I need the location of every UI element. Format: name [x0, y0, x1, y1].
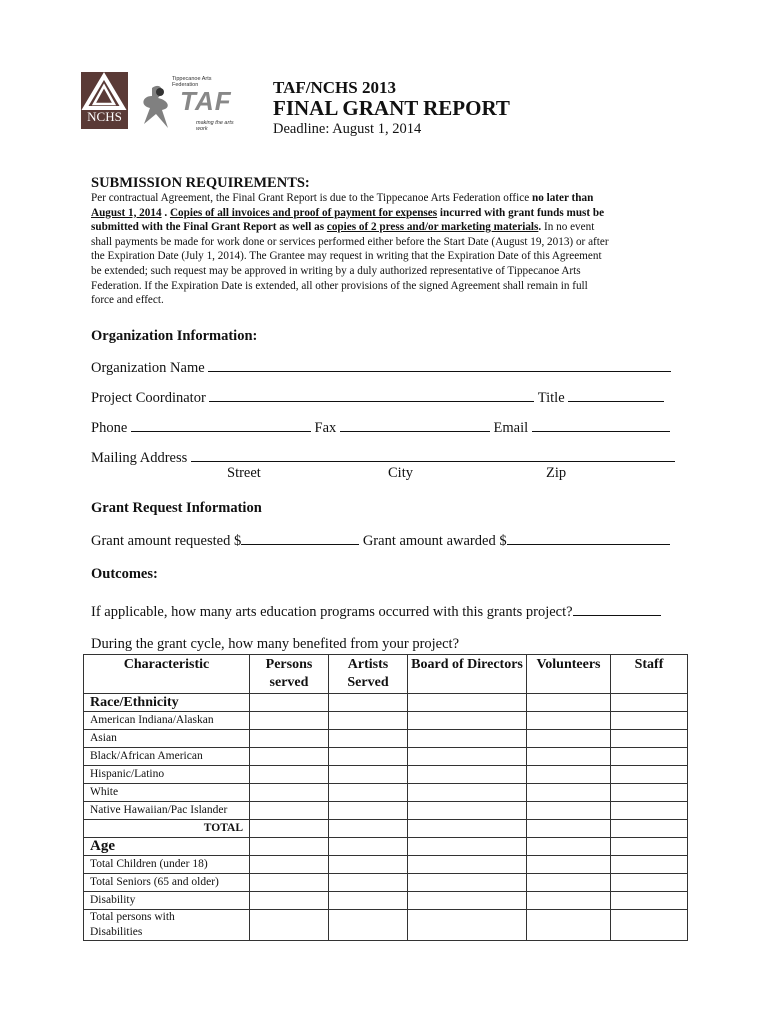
cell[interactable] — [329, 892, 408, 910]
nchs-logo-text: NCHS — [87, 109, 122, 124]
submission-heading: SUBMISSION REQUIREMENTS: — [91, 175, 310, 191]
table-header-row — [84, 655, 688, 694]
org-name-field[interactable] — [208, 357, 671, 372]
table-row — [84, 766, 688, 784]
sub-text-8: force and effect. — [91, 294, 164, 307]
cell[interactable] — [527, 838, 611, 856]
cell[interactable] — [611, 730, 688, 748]
address-field[interactable] — [191, 447, 675, 462]
cell[interactable] — [250, 784, 329, 802]
taf-logo — [138, 76, 238, 134]
cell[interactable] — [611, 856, 688, 874]
taf-logo-tagline: making the arts work — [196, 120, 234, 132]
cell[interactable] — [408, 838, 527, 856]
coordinator-label: Project Coordinator — [91, 390, 206, 406]
cell[interactable] — [329, 730, 408, 748]
sub-copies: Copies of all invoices and proof of payment for expenses — [169, 206, 438, 219]
cell[interactable] — [611, 874, 688, 892]
cell[interactable] — [250, 730, 329, 748]
total-row — [84, 820, 688, 838]
sub-text-4: shall payments be made for work done or services performed either before the Start Date (August 19, 2013) or after — [91, 235, 609, 248]
cell[interactable] — [611, 892, 688, 910]
cell[interactable] — [611, 838, 688, 856]
address-row — [91, 447, 675, 467]
row-label: Total Children (under 18) — [84, 856, 250, 874]
sub-dot: . — [161, 206, 170, 219]
cell[interactable] — [329, 802, 408, 820]
sub-text-5: the Expiration Date (July 1, 2014). The Grantee may request in writing that the Expiration Date of this Agreement — [91, 250, 602, 263]
cell[interactable] — [329, 712, 408, 730]
col-characteristic: Characteristic — [84, 655, 250, 694]
table-row — [84, 730, 688, 748]
cell[interactable] — [250, 874, 329, 892]
page-title: FINAL GRANT REPORT — [273, 96, 510, 120]
cell[interactable] — [408, 748, 527, 766]
submission-text — [91, 191, 691, 308]
cell[interactable] — [329, 838, 408, 856]
sub-period: . — [538, 221, 542, 234]
cell[interactable] — [527, 820, 611, 838]
awarded-field[interactable] — [507, 530, 670, 545]
row-label: Asian — [84, 730, 250, 748]
taf-logo-mark: TAF — [180, 86, 232, 116]
beneficiaries-table — [83, 654, 688, 941]
cell[interactable] — [611, 712, 688, 730]
row-label: White — [84, 784, 250, 802]
cell[interactable] — [250, 694, 329, 712]
cell[interactable] — [527, 802, 611, 820]
age-heading: Age — [84, 838, 250, 856]
cell[interactable] — [250, 766, 329, 784]
cell[interactable] — [527, 910, 611, 941]
cell[interactable] — [408, 784, 527, 802]
sub-text-7: Federation. If the Expiration Date is extended, all other provisions of the signed Agreement shall remain in full — [91, 279, 588, 292]
table-row — [84, 712, 688, 730]
col-board: Board of Directors — [408, 655, 527, 694]
nchs-triangle-icon — [81, 72, 128, 112]
cell[interactable] — [408, 910, 527, 941]
cell[interactable] — [408, 694, 527, 712]
cell[interactable] — [611, 748, 688, 766]
taf-logo-top: Tippecanoe Arts Federation — [172, 76, 212, 88]
cell[interactable] — [408, 766, 527, 784]
awarded-label: Grant amount awarded $ — [362, 533, 507, 549]
cell[interactable] — [408, 730, 527, 748]
row-label — [84, 910, 250, 941]
cell[interactable] — [611, 766, 688, 784]
street-label: Street — [227, 465, 261, 481]
grant-heading: Grant Request Information — [91, 500, 262, 516]
cell[interactable] — [527, 874, 611, 892]
org-heading: Organization Information: — [91, 328, 258, 344]
requested-field[interactable] — [241, 530, 359, 545]
zip-label: Zip — [546, 465, 567, 481]
table-row — [84, 802, 688, 820]
row-label: Total Seniors (65 and older) — [84, 874, 250, 892]
cell[interactable] — [611, 802, 688, 820]
sub-press: copies of 2 press and/or marketing materials — [326, 221, 539, 234]
cell[interactable] — [611, 694, 688, 712]
cell[interactable] — [527, 694, 611, 712]
org-name-row — [91, 357, 671, 377]
sub-text-3-rest: In no event — [541, 221, 595, 234]
title-field[interactable] — [568, 387, 664, 402]
cell[interactable] — [250, 748, 329, 766]
email-field[interactable] — [532, 417, 670, 432]
cell[interactable] — [329, 748, 408, 766]
cell[interactable] — [408, 820, 527, 838]
taf-figure-icon — [138, 78, 178, 134]
col-volunteers: Volunteers — [527, 655, 611, 694]
table-row — [84, 874, 688, 892]
total-label: TOTAL — [84, 820, 250, 838]
row-label: Disability — [84, 892, 250, 910]
address-label: Mailing Address — [91, 450, 188, 466]
row-label-line2: Disabilities — [90, 926, 143, 938]
phone-field[interactable] — [131, 417, 311, 432]
cell[interactable] — [329, 766, 408, 784]
programs-field[interactable] — [573, 601, 661, 616]
table-row — [84, 784, 688, 802]
table-row — [84, 856, 688, 874]
cell[interactable] — [527, 766, 611, 784]
cell[interactable] — [250, 802, 329, 820]
row-label: Native Hawaiian/Pac Islander — [84, 802, 250, 820]
nchs-logo — [81, 72, 128, 129]
cell[interactable] — [408, 802, 527, 820]
sub-text-1: Per contractual Agreement, the Final Grant Report is due to the Tippecanoe Arts Federation office — [91, 192, 532, 204]
contact-row — [91, 417, 670, 437]
fax-field[interactable] — [340, 417, 490, 432]
title-label: Title — [537, 390, 565, 406]
programs-row — [91, 601, 661, 621]
cell[interactable] — [250, 892, 329, 910]
programs-question: If applicable, how many arts education programs occurred with this grants project? — [91, 604, 573, 620]
grant-row — [91, 530, 670, 550]
cell[interactable] — [329, 910, 408, 941]
cell[interactable] — [527, 730, 611, 748]
cell[interactable] — [527, 784, 611, 802]
cell[interactable] — [611, 910, 688, 941]
deadline: Deadline: August 1, 2014 — [273, 121, 422, 137]
cell[interactable] — [408, 892, 527, 910]
row-label: American Indiana/Alaskan — [84, 712, 250, 730]
sub-text-1-bold: no later than — [531, 192, 594, 204]
cell[interactable] — [329, 784, 408, 802]
cell[interactable] — [250, 820, 329, 838]
cell[interactable] — [250, 856, 329, 874]
cell[interactable] — [408, 712, 527, 730]
race-heading: Race/Ethnicity — [84, 694, 250, 712]
cell[interactable] — [250, 712, 329, 730]
cell[interactable] — [329, 874, 408, 892]
sub-text-2-bold: incurred with grant funds must be — [437, 206, 605, 219]
requested-label: Grant amount requested $ — [91, 533, 242, 549]
table-row — [84, 910, 688, 941]
cell[interactable] — [527, 712, 611, 730]
city-label: City — [388, 465, 413, 481]
table-row — [84, 748, 688, 766]
header-line1: TAF/NCHS 2013 — [273, 78, 396, 97]
row-label-line1: Total persons with — [90, 911, 175, 923]
coordinator-field[interactable] — [209, 387, 534, 402]
fax-label: Fax — [314, 420, 337, 436]
col-persons-served: Persons served — [250, 655, 329, 694]
cell[interactable] — [527, 892, 611, 910]
org-name-label: Organization Name — [91, 360, 205, 376]
cell[interactable] — [527, 748, 611, 766]
sub-text-6: be extended; such request may be approved in writing by a duly authorized representative of Tippecanoe Arts — [91, 264, 581, 277]
cell[interactable] — [250, 838, 329, 856]
sub-text-3-bold: submitted with the Final Grant Report as well as — [91, 221, 327, 234]
race-heading-row — [84, 694, 688, 712]
cell[interactable] — [250, 910, 329, 941]
cell[interactable] — [408, 874, 527, 892]
age-heading-row — [84, 838, 688, 856]
table-row — [84, 892, 688, 910]
benefited-question: During the grant cycle, how many benefited from your project? — [91, 636, 460, 652]
phone-label: Phone — [91, 420, 128, 436]
row-label: Hispanic/Latino — [84, 766, 250, 784]
row-label: Black/African American — [84, 748, 250, 766]
cell[interactable] — [329, 856, 408, 874]
cell[interactable] — [527, 856, 611, 874]
coordinator-row — [91, 387, 664, 407]
email-label: Email — [493, 420, 529, 436]
col-artists-served: Artists Served — [329, 655, 408, 694]
cell[interactable] — [611, 820, 688, 838]
sub-date: August 1, 2014 — [91, 206, 162, 219]
col-staff: Staff — [611, 655, 688, 694]
outcomes-heading: Outcomes: — [91, 566, 158, 582]
cell[interactable] — [611, 784, 688, 802]
cell[interactable] — [329, 694, 408, 712]
cell[interactable] — [329, 820, 408, 838]
cell[interactable] — [408, 856, 527, 874]
